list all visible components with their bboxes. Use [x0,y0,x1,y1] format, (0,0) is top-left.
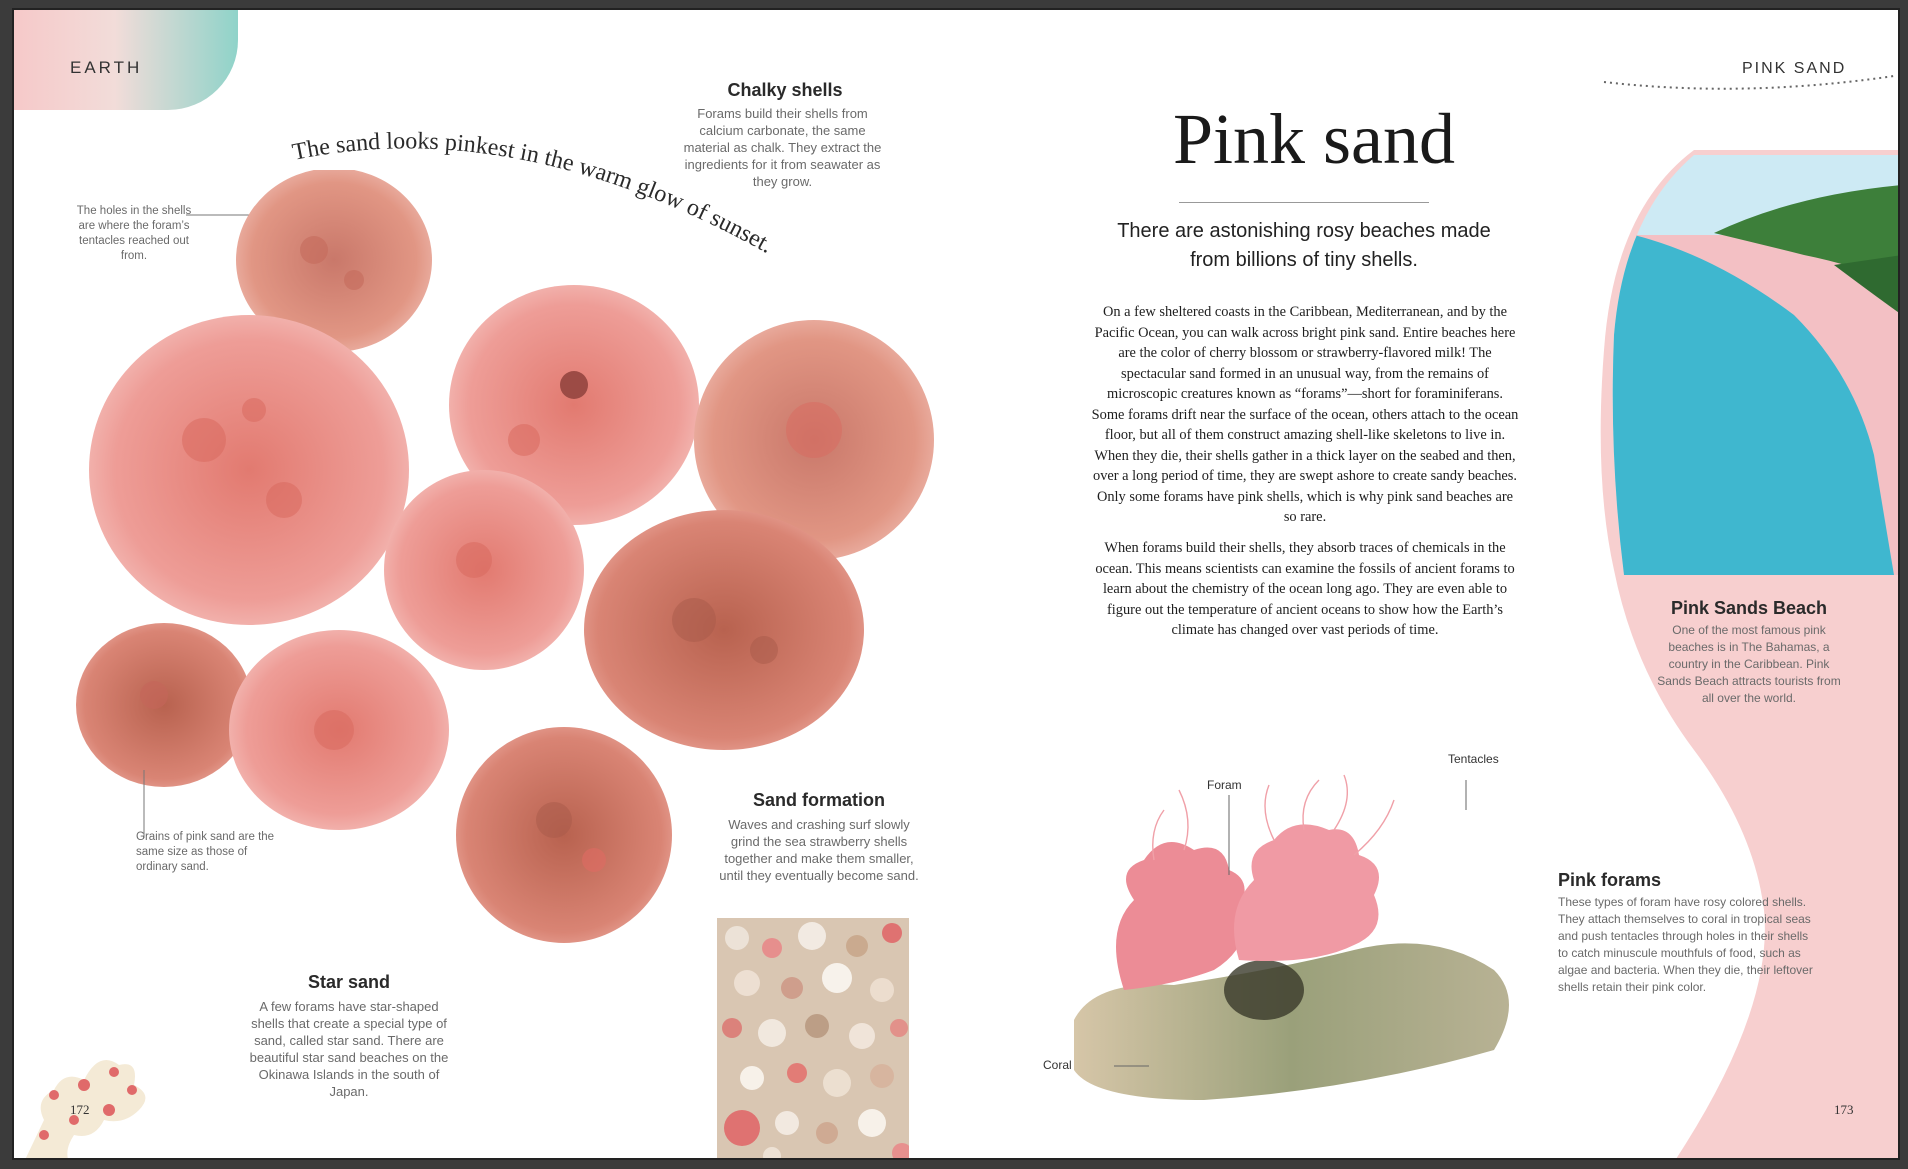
label-foram: Foram [1207,778,1242,792]
shell-bottom-mid [229,630,449,830]
sand-formation-text: Waves and crashing surf slowly grind the sea strawberry shells together and make them smaller, until they eventually become sand. [719,817,919,883]
annotation-grains: Grains of pink sand are the same size as those of ordinary sand. [136,831,275,873]
sand-closeup-photo [717,918,909,1160]
pink-forams-text: These types of foram have rosy colored shells. They attach themselves to coral in tropical seas and push tentacles through holes in their shells to catch minuscule mouthfuls of food, such as algae and bacteria. When they die, their leftover shells retain their pink color. [1558,895,1813,994]
shell-small-left [76,623,252,787]
body-paragraph-2: When forams build their shells, they absorb traces of chemicals in the ocean. This means scientists can examine the fossils of ancient forams to learn about the chemistry of the ocean long ago. They are even able to figure out the temperature of ancient oceans to show how the Earth’s climate has changed over vast periods of time. [1095,540,1515,638]
page-title: Pink sand [1172,99,1456,179]
arc-quote-text: The sand looks pinkest in the warm glow of sunset. [290,128,778,259]
shell-brown-right [584,510,864,750]
pink-sands-beach-illustration [1594,155,1900,575]
page-number-right: 173 [1834,1102,1854,1117]
title-rule [1179,202,1429,203]
forams-on-coral-illustration [1054,770,1544,1110]
page-subtitle: There are astonishing rosy beaches made from billions of tiny shells. [1117,220,1491,271]
label-tentacles: Tentacles [1448,752,1499,766]
beach-heading: Pink Sands Beach [1670,598,1828,618]
star-sand-text: A few forams have star-shaped shells that create a special type of sand, called star sand. There are beautiful star sand beaches on the Okinawa Islands in the south of Japan. [249,999,449,1099]
pink-forams-heading: Pink forams [1558,870,1662,890]
shell-large-left [89,315,409,625]
coral-decoration [14,1010,174,1160]
beach-text: One of the most famous pink beaches is in The Bahamas, a country in the Caribbean. Pink Sands Beach attracts tourists from all over the world. [1657,623,1841,705]
section-label-right: PINK SAND [1742,60,1847,77]
book-spread [12,8,1900,1160]
star-sand-heading: Star sand [307,972,391,992]
annotation-holes: The holes in the shells are where the foram’s tentacles reached out from. [76,205,192,262]
sand-formation-heading: Sand formation [752,790,885,810]
chalky-shells-heading: Chalky shells [727,80,843,100]
section-label-left: EARTH [70,58,143,77]
page-number-left: 172 [70,1102,90,1117]
chalky-shells-text: Forams build their shells from calcium carbonate, the same material as chalk. They extract the ingredients for it from seawater as they grow. [683,106,882,189]
label-coral: Coral [1043,1058,1072,1072]
shell-bottom [456,727,672,943]
body-paragraph-1: On a few sheltered coasts in the Caribbean, Mediterranean, and by the Pacific Ocean, you can walk across bright pink sand. Entire beaches here are the color of cherry blossom or strawberry-flavored milk! The spectacular sand formed in an unusual way, from the remains of microscopic creatures known as “forams”—short for foraminiferans. Some forams drift near the surface of the ocean, others attach to the ocean floor, but all of them construct amazing shell-like skeletons to live in. When they die, their shells gather in a thick layer on the seabed and then, over a long period of time, they are swept ashore to create sandy beaches. Only some forams have pink shells, which is why pink sand beaches are so rare. [1091,304,1519,525]
shell-middle [384,470,584,670]
